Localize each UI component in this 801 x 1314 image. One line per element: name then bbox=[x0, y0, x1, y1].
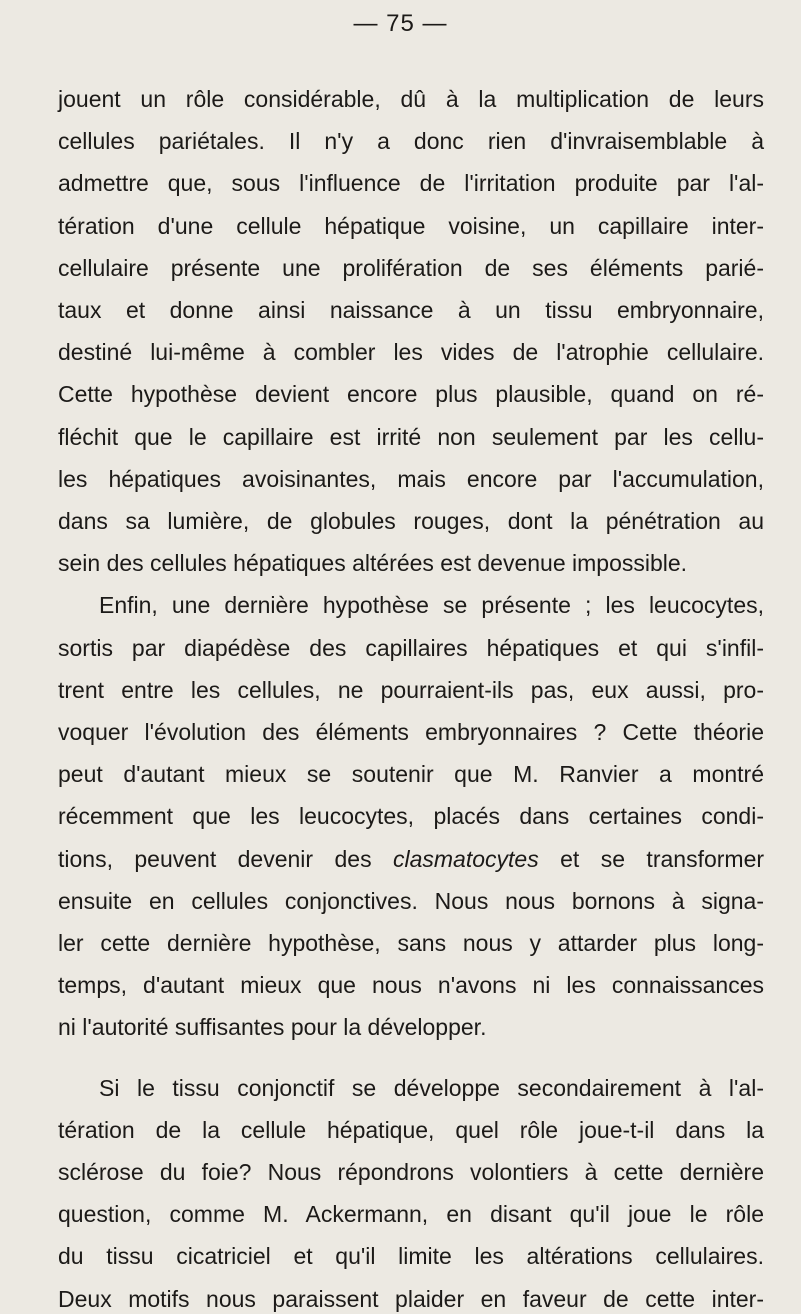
text-line: les hépatiques avoisinantes, mais encore par l'accumulation, bbox=[58, 465, 764, 492]
text-line: Cette hypothèse devient encore plus plausible, quand on ré- bbox=[58, 381, 764, 408]
text-line: cellules pariétales. Il n'y a donc rien d'invraisemblable à bbox=[58, 128, 764, 155]
text-line: Deux motifs nous paraissent plaider en faveur de cette inter- bbox=[58, 1285, 764, 1312]
page-number: — 75 — bbox=[353, 10, 448, 37]
text-line: fléchit que le capillaire est irrité non seulement par les cellu- bbox=[58, 423, 764, 450]
text-segment: tions, peuvent devenir des bbox=[58, 845, 372, 872]
text-line: admettre que, sous l'influence de l'irritation produite par l'al- bbox=[58, 170, 764, 197]
text-line: peut d'autant mieux se soutenir que M. Ranvier a montré bbox=[58, 761, 764, 788]
text-line: cellulaire présente une prolifération de ses éléments parié- bbox=[58, 254, 764, 281]
text-line: trent entre les cellules, ne pourraient-ils pas, eux aussi, pro- bbox=[58, 676, 764, 703]
text-line: jouent un rôle considérable, dû à la multiplication de leurs bbox=[58, 86, 764, 112]
text-line-with-italic bbox=[58, 844, 764, 874]
text-line: taux et donne ainsi naissance à un tissu embryonnaire, bbox=[58, 297, 764, 323]
text-line: temps, d'autant mieux que nous n'avons ni les connaissances bbox=[58, 972, 764, 999]
text-line: tération de la cellule hépatique, quel rôle joue-t-il dans la bbox=[58, 1116, 764, 1143]
italic-term: clasmatocytes bbox=[393, 845, 539, 872]
text-line: Si le tissu conjonctif se développe secondairement à l'al- bbox=[99, 1074, 764, 1101]
text-line: ler cette dernière hypothèse, sans nous y attarder plus long- bbox=[58, 930, 764, 956]
text-line: sortis par diapédèse des capillaires hépatiques et qui s'infil- bbox=[58, 634, 764, 661]
text-line: Enfin, une dernière hypothèse se présente ; les leucocytes, bbox=[99, 592, 764, 619]
text-line: récemment que les leucocytes, placés dans certaines condi- bbox=[58, 803, 764, 830]
text-line: du tissu cicatriciel et qu'il limite les altérations cellulaires. bbox=[58, 1243, 764, 1270]
text-line: ensuite en cellules conjonctives. Nous nous bornons à signa- bbox=[58, 887, 764, 914]
text-line: question, comme M. Ackermann, en disant qu'il joue le rôle bbox=[58, 1201, 764, 1228]
text-segment: et se transformer bbox=[560, 845, 765, 872]
text-line: sclérose du foie? Nous répondrons volontiers à cette dernière bbox=[58, 1159, 764, 1185]
text-line: sein des cellules hépatiques altérées est devenue impossible. bbox=[58, 550, 688, 577]
text-line: tération d'une cellule hépatique voisine, un capillaire inter- bbox=[58, 212, 764, 239]
text-line: voquer l'évolution des éléments embryonnaires ? Cette théorie bbox=[58, 719, 764, 745]
text-line: ni l'autorité suffisantes pour la développer. bbox=[58, 1014, 487, 1041]
text-line: destiné lui-même à combler les vides de l'atrophie cellulaire. bbox=[58, 339, 764, 366]
text-line: dans sa lumière, de globules rouges, dont la pénétration au bbox=[58, 508, 764, 534]
